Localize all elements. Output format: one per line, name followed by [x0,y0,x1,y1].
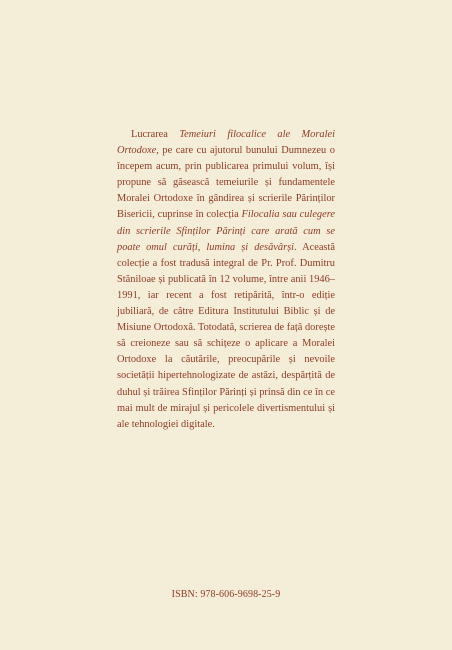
paragraph-part-three: . Această colecție a fost tradusă integral de Pr. Prof. Dumitru Stăniloae și publicată în 12 volume, între anii 1946–1991, iar recent a fost retipărită, într-o ediție jubiliară, de către Editura Institutului Biblic și de Misiune Ortodoxă. Totodată, scrierea de față dorește să creioneze sau să schițeze o aplicare a Moralei Ortodoxe la căutările, preocupările și nevoile societății hipertehnologizate de astăzi, despărțită de duhul și trăirea Sfinților Părinți și prinsă din ce în ce mai mult de mirajul și pericolele divertismentului și ale tehnologiei digitale. [117,241,335,430]
book-title-italic: Temeiuri filocalice ale Moralei Ortodoxe [117,129,336,157]
isbn-label: ISBN: 978-606-9698-25-9 [171,589,281,600]
collection-title-italic: Filocalia sau culegere din scrierile Sfinților Părinți care arată cum se poate omul curăți, lumina și desăvârși [117,209,336,253]
description-text-block [117,127,335,433]
paragraph-intro: Lucrarea [131,129,180,140]
paragraph-part-two: , pe care cu ajutorul bunului Dumnezeu o începem acum, prin publicarea primului volum, își propune să găsească temeiurile și fundamentele Moralei Ortodoxe în gândirea și scrierile Părinților Bisericii, cuprinse în colecția [117,145,335,221]
description-paragraph [117,127,335,433]
